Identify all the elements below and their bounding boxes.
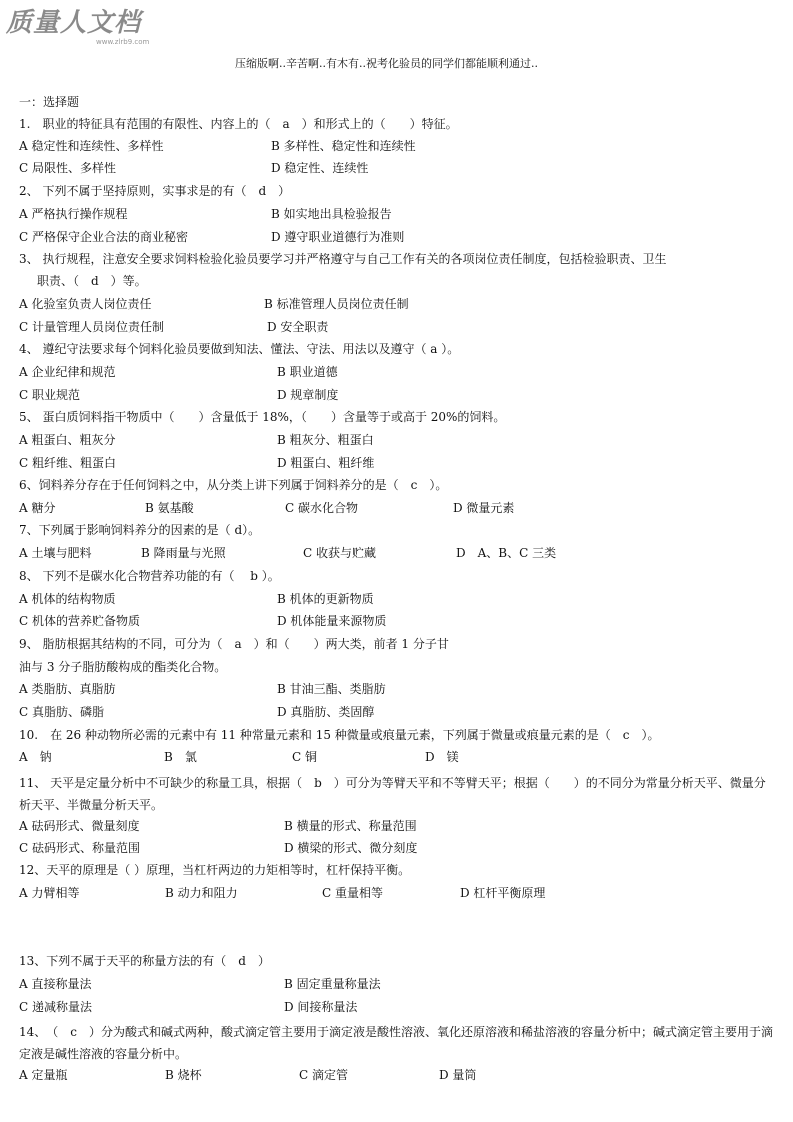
question-2-stem: 2、 下列不属于坚持原则，实事求是的有（ d ） [19, 184, 291, 198]
question-4-stem: 4、 遵纪守法要求每个饲料化验员要做到知法、懂法、守法、用法以及遵守（ a ）。 [19, 342, 460, 356]
question-13-option-b: B 固定重量称量法 [284, 977, 381, 991]
question-14-stem: 14、 （ c ）分为酸式和碱式两种，酸式滴定管主要用于滴定液是酸性溶液、氧化还原溶液和稀盐溶液的容量分析中；碱式滴定管主要用于滴定液是碱性溶液的容量分析中。 [19, 1025, 773, 1061]
question-11-option-c: C 砝码形式、称量范围 [19, 841, 140, 855]
question-11-option-d: D 横梁的形式、微分刻度 [284, 841, 418, 855]
question-2-option-b: B 如实地出具检验报告 [271, 207, 392, 221]
question-8-option-b: B 机体的更新物质 [277, 592, 374, 606]
question-12-option-a: A 力臂相等 [19, 886, 80, 900]
question-5-option-d: D 粗蛋白、粗纤维 [277, 456, 375, 470]
header-note: 压缩版啊..辛苦啊..有木有..祝考化验员的同学们都能顺利通过.. [235, 57, 538, 70]
question-14-option-c: C 滴定管 [299, 1068, 348, 1082]
question-2-option-d: D 遵守职业道德行为准则 [271, 230, 405, 244]
question-9-option-b: B 甘油三酯、类脂肪 [277, 682, 386, 696]
question-4-option-b: B 职业道德 [277, 365, 338, 379]
section-title: 一：选择题 [19, 95, 80, 109]
question-2-option-a: A 严格执行操作规程 [19, 207, 128, 221]
question-1-stem: 1. 职业的特征具有范围的有限性、内容上的（ a ）和形式上的（ ）特征。 [19, 117, 458, 131]
site-logo [6, 8, 156, 50]
question-14-option-b: B 烧杯 [165, 1068, 202, 1082]
question-11-stem: 11、 天平是定量分析中不可缺少的称量工具，根据（ b ）可分为等臂天平和不等臂天平；根据（ ）的不同分为常量分析天平、微量分析天平、半微量分析天平。 [19, 776, 766, 812]
question-1-option-b: B 多样性、稳定性和连续性 [271, 139, 416, 153]
question-7-option-a: A 土壤与肥料 [19, 546, 92, 560]
question-5-option-c: C 粗纤维、粗蛋白 [19, 456, 116, 470]
question-1-option-c: C 局限性、多样性 [19, 161, 116, 175]
question-1-option-d: D 稳定性、连续性 [271, 161, 369, 175]
question-13-option-a: A 直接称量法 [19, 977, 92, 991]
question-10-stem: 10. 在 26 种动物所必需的元素中有 11 种常量元素和 15 种微量或痕量元素，下列属于微量或痕量元素的是（ c ）。 [19, 728, 660, 742]
question-9-stem-line1: 9、 脂肪根据其结构的不同，可分为（ a ）和（ ）两大类，前者 1 分子甘 [19, 637, 449, 651]
question-9-option-c: C 真脂肪、磷脂 [19, 705, 104, 719]
question-6-option-c: C 碳水化合物 [285, 501, 358, 515]
question-14-option-d: D 量筒 [439, 1068, 477, 1082]
question-8-option-c: C 机体的营养贮备物质 [19, 614, 140, 628]
question-10-option-a: A 钠 [19, 750, 52, 764]
question-6-option-b: B 氨基酸 [145, 501, 194, 515]
question-11-option-a: A 砝码形式、微量刻度 [19, 819, 140, 833]
question-13-stem: 13、下列不属于天平的称量方法的有（ d ） [19, 954, 270, 968]
question-4-option-d: D 规章制度 [277, 388, 339, 402]
question-12-option-b: B 动力和阻力 [165, 886, 238, 900]
question-5-stem: 5、 蛋白质饲料指干物质中（ ）含量低于 18%，（ ）含量等于或高于 20%的饲料。 [19, 410, 506, 424]
question-9-stem-line2: 油与 3 分子脂肪酸构成的酯类化合物。 [19, 660, 227, 674]
question-7-stem: 7、下列属于影响饲料养分的因素的是（ d）。 [19, 523, 261, 537]
question-9-option-a: A 类脂肪、真脂肪 [19, 682, 116, 696]
question-4-option-a: A 企业纪律和规范 [19, 365, 116, 379]
logo-text: 质量人文档 [6, 8, 142, 38]
question-3-option-a: A 化验室负责人岗位责任 [19, 297, 152, 311]
question-7-option-c: C 收获与贮藏 [303, 546, 376, 560]
question-3-stem-line1: 3、 执行规程，注意安全要求饲料检验化验员要学习并严格遵守与自己工作有关的各项岗位责任制度，包括检验职责、卫生 [19, 252, 667, 266]
question-8-stem: 8、 下列不是碳水化合物营养功能的有（ b ）。 [19, 569, 280, 583]
question-1-option-a: A 稳定性和连续性、多样性 [19, 139, 164, 153]
question-3-option-d: D 安全职责 [267, 320, 329, 334]
question-13-option-c: C 递减称量法 [19, 1000, 92, 1014]
question-8-option-d: D 机体能量来源物质 [277, 614, 387, 628]
question-12-option-d: D 杠杆平衡原理 [460, 886, 546, 900]
question-6-option-a: A 糖分 [19, 501, 56, 515]
question-12-stem: 12、天平的原理是（ ）原理，当杠杆两边的力矩相等时，杠杆保持平衡。 [19, 863, 411, 877]
question-7-option-b: B 降雨量与光照 [141, 546, 226, 560]
question-10-option-c: C 铜 [292, 750, 317, 764]
question-10-option-b: B 氯 [164, 750, 197, 764]
question-13-option-d: D 间接称量法 [284, 1000, 358, 1014]
question-5-option-a: A 粗蛋白、粗灰分 [19, 433, 116, 447]
question-6-option-d: D 微量元素 [453, 501, 515, 515]
question-6-stem: 6、饲料养分存在于任何饲料之中，从分类上讲下列属于饲料养分的是（ c ）。 [19, 478, 448, 492]
question-2-option-c: C 严格保守企业合法的商业秘密 [19, 230, 188, 244]
question-9-option-d: D 真脂肪、类固醇 [277, 705, 375, 719]
question-3-option-b: B 标准管理人员岗位责任制 [264, 297, 409, 311]
question-5-option-b: B 粗灰分、粗蛋白 [277, 433, 374, 447]
question-3-stem-line2: 职责、（ d ）等。 [37, 274, 147, 288]
question-3-option-c: C 计量管理人员岗位责任制 [19, 320, 164, 334]
logo-url: www.zlrb9.com [96, 38, 150, 46]
question-7-option-d: D A、B、C 三类 [456, 546, 557, 560]
question-10-option-d: D 镁 [425, 750, 459, 764]
question-14-option-a: A 定量瓶 [19, 1068, 68, 1082]
question-12-option-c: C 重量相等 [322, 886, 383, 900]
question-4-option-c: C 职业规范 [19, 388, 80, 402]
question-11-option-b: B 横量的形式、称量范围 [284, 819, 417, 833]
question-8-option-a: A 机体的结构物质 [19, 592, 116, 606]
